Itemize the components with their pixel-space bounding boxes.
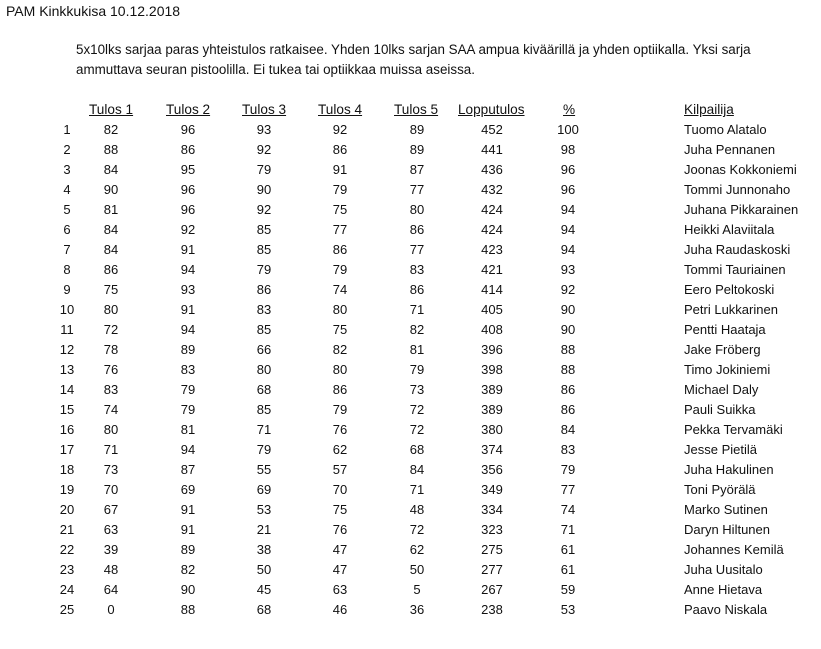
- table-row: [0, 501, 821, 521]
- percent-cell: 77: [560, 482, 576, 497]
- tulos-5-cell: 83: [409, 262, 425, 277]
- rank-cell: 16: [59, 422, 75, 437]
- tulos-1-cell: 39: [103, 542, 119, 557]
- kilpailija-cell: Paavo Niskala: [684, 602, 768, 617]
- tulos-5-cell: 71: [409, 482, 425, 497]
- tulos-5-cell: 86: [409, 222, 425, 237]
- lopputulos-cell: 389: [481, 402, 503, 417]
- rank-cell: 25: [59, 602, 75, 617]
- tulos-5-cell: 77: [409, 242, 425, 257]
- header-tulos-3: Tulos 3: [242, 102, 287, 117]
- percent-cell: 61: [560, 562, 576, 577]
- tulos-1-cell: 63: [103, 522, 119, 537]
- tulos-1-cell: 71: [103, 442, 119, 457]
- percent-cell: 86: [560, 382, 576, 397]
- kilpailija-cell: Juha Uusitalo: [684, 562, 763, 577]
- kilpailija-cell: Juha Raudaskoski: [684, 242, 791, 257]
- rank-cell: 6: [63, 222, 71, 237]
- percent-cell: 94: [560, 202, 576, 217]
- tulos-3-cell: 85: [256, 322, 272, 337]
- tulos-4-cell: 74: [332, 282, 348, 297]
- table-row: [0, 381, 821, 401]
- rank-cell: 9: [63, 282, 71, 297]
- lopputulos-cell: 389: [481, 382, 503, 397]
- tulos-3-cell: 55: [256, 462, 272, 477]
- table-row: [0, 461, 821, 481]
- rank-cell: 15: [59, 402, 75, 417]
- percent-cell: 92: [560, 282, 576, 297]
- tulos-2-cell: 89: [180, 342, 196, 357]
- tulos-3-cell: 79: [256, 442, 272, 457]
- table-row: [0, 241, 821, 261]
- tulos-5-cell: 86: [409, 282, 425, 297]
- percent-cell: 74: [560, 502, 576, 517]
- rank-cell: 2: [63, 142, 71, 157]
- table-row: [0, 141, 821, 161]
- tulos-3-cell: 85: [256, 222, 272, 237]
- kilpailija-cell: Marko Sutinen: [684, 502, 768, 517]
- tulos-4-cell: 75: [332, 202, 348, 217]
- tulos-2-cell: 91: [180, 302, 196, 317]
- tulos-2-cell: 91: [180, 522, 196, 537]
- tulos-5-cell: 84: [409, 462, 425, 477]
- tulos-3-cell: 45: [256, 582, 272, 597]
- tulos-1-cell: 84: [103, 222, 119, 237]
- lopputulos-cell: 380: [481, 422, 503, 437]
- tulos-1-cell: 70: [103, 482, 119, 497]
- rank-cell: 11: [60, 322, 74, 337]
- rank-cell: 10: [59, 302, 75, 317]
- tulos-4-cell: 80: [332, 302, 348, 317]
- tulos-1-cell: 76: [103, 362, 119, 377]
- tulos-4-cell: 79: [332, 182, 348, 197]
- lopputulos-cell: 408: [481, 322, 503, 337]
- tulos-5-cell: 77: [409, 182, 425, 197]
- tulos-1-cell: 86: [103, 262, 119, 277]
- tulos-1-cell: 80: [103, 422, 119, 437]
- tulos-5-cell: 82: [409, 322, 425, 337]
- tulos-2-cell: 82: [180, 562, 196, 577]
- tulos-2-cell: 95: [180, 162, 196, 177]
- tulos-2-cell: 89: [180, 542, 196, 557]
- rank-cell: 18: [59, 462, 75, 477]
- percent-cell: 93: [560, 262, 576, 277]
- kilpailija-cell: Heikki Alaviitala: [684, 222, 775, 237]
- lopputulos-cell: 238: [481, 602, 503, 617]
- tulos-4-cell: 79: [332, 262, 348, 277]
- rank-cell: 8: [63, 262, 71, 277]
- tulos-1-cell: 64: [103, 582, 119, 597]
- table-row: [0, 481, 821, 501]
- tulos-5-cell: 71: [409, 302, 425, 317]
- kilpailija-cell: Joonas Kokkoniemi: [684, 162, 797, 177]
- kilpailija-cell: Anne Hietava: [684, 582, 763, 597]
- tulos-1-cell: 84: [103, 242, 119, 257]
- kilpailija-cell: Tommi Tauriainen: [684, 262, 786, 277]
- tulos-2-cell: 88: [180, 602, 196, 617]
- tulos-4-cell: 57: [332, 462, 348, 477]
- tulos-3-cell: 79: [256, 262, 272, 277]
- tulos-5-cell: 68: [409, 442, 425, 457]
- tulos-3-cell: 69: [256, 482, 272, 497]
- rank-cell: 14: [59, 382, 75, 397]
- table-row: [0, 221, 821, 241]
- rank-cell: 23: [59, 562, 75, 577]
- kilpailija-cell: Pekka Tervamäki: [684, 422, 783, 437]
- tulos-2-cell: 69: [180, 482, 196, 497]
- kilpailija-cell: Michael Daly: [684, 382, 759, 397]
- table-row: [0, 341, 821, 361]
- lopputulos-cell: 356: [481, 462, 503, 477]
- kilpailija-cell: Toni Pyörälä: [684, 482, 756, 497]
- tulos-3-cell: 71: [256, 422, 272, 437]
- tulos-3-cell: 68: [256, 382, 272, 397]
- tulos-5-cell: 62: [409, 542, 425, 557]
- tulos-2-cell: 79: [180, 402, 196, 417]
- tulos-1-cell: 81: [103, 202, 119, 217]
- tulos-1-cell: 90: [103, 182, 119, 197]
- tulos-2-cell: 79: [180, 382, 196, 397]
- rank-cell: 4: [63, 182, 71, 197]
- tulos-3-cell: 83: [256, 302, 272, 317]
- tulos-4-cell: 77: [332, 222, 348, 237]
- tulos-1-cell: 83: [103, 382, 119, 397]
- rank-cell: 20: [59, 502, 75, 517]
- tulos-5-cell: 72: [409, 402, 425, 417]
- kilpailija-cell: Pauli Suikka: [684, 402, 756, 417]
- lopputulos-cell: 323: [481, 522, 503, 537]
- percent-cell: 71: [560, 522, 576, 537]
- tulos-1-cell: 75: [103, 282, 119, 297]
- lopputulos-cell: 423: [481, 242, 503, 257]
- lopputulos-cell: 452: [481, 122, 503, 137]
- rank-cell: 7: [63, 242, 71, 257]
- rank-cell: 21: [59, 522, 75, 537]
- percent-cell: 96: [560, 162, 576, 177]
- tulos-1-cell: 67: [103, 502, 119, 517]
- tulos-4-cell: 86: [332, 142, 348, 157]
- kilpailija-cell: Juha Pennanen: [684, 142, 776, 157]
- tulos-3-cell: 21: [256, 522, 272, 537]
- tulos-4-cell: 46: [332, 602, 348, 617]
- table-row: [0, 421, 821, 441]
- tulos-3-cell: 86: [256, 282, 272, 297]
- tulos-4-cell: 86: [332, 382, 348, 397]
- tulos-3-cell: 38: [256, 542, 272, 557]
- tulos-2-cell: 96: [180, 202, 196, 217]
- lopputulos-cell: 414: [481, 282, 503, 297]
- percent-cell: 86: [560, 402, 576, 417]
- tulos-4-cell: 80: [332, 362, 348, 377]
- table-row: [0, 321, 821, 341]
- table-row: [0, 181, 821, 201]
- tulos-2-cell: 92: [180, 222, 196, 237]
- tulos-5-cell: 89: [409, 122, 425, 137]
- lopputulos-cell: 424: [481, 222, 503, 237]
- tulos-3-cell: 85: [256, 242, 272, 257]
- tulos-1-cell: 84: [103, 162, 119, 177]
- header-tulos-4: Tulos 4: [318, 102, 363, 117]
- tulos-4-cell: 86: [332, 242, 348, 257]
- table-row: [0, 301, 821, 321]
- tulos-4-cell: 75: [332, 502, 348, 517]
- kilpailija-cell: Johannes Kemilä: [684, 542, 784, 557]
- percent-cell: 100: [557, 122, 579, 137]
- tulos-2-cell: 94: [180, 262, 196, 277]
- tulos-3-cell: 92: [256, 142, 272, 157]
- percent-cell: 53: [560, 602, 576, 617]
- percent-cell: 84: [560, 422, 576, 437]
- header-percent: %: [563, 102, 576, 117]
- tulos-3-cell: 93: [256, 122, 272, 137]
- percent-cell: 61: [560, 542, 576, 557]
- header-tulos-2: Tulos 2: [166, 102, 211, 117]
- tulos-4-cell: 75: [332, 322, 348, 337]
- table-row: [0, 521, 821, 541]
- lopputulos-cell: 374: [481, 442, 503, 457]
- kilpailija-cell: Timo Jokiniemi: [684, 362, 771, 377]
- rank-cell: 24: [59, 582, 75, 597]
- table-row: [0, 561, 821, 581]
- kilpailija-cell: Tommi Junnonaho: [684, 182, 791, 197]
- kilpailija-cell: Petri Lukkarinen: [684, 302, 778, 317]
- kilpailija-cell: Jake Fröberg: [684, 342, 761, 357]
- tulos-4-cell: 82: [332, 342, 348, 357]
- rank-cell: 19: [59, 482, 75, 497]
- tulos-5-cell: 36: [409, 602, 425, 617]
- tulos-3-cell: 90: [256, 182, 272, 197]
- tulos-4-cell: 47: [332, 562, 348, 577]
- lopputulos-cell: 424: [481, 202, 503, 217]
- percent-cell: 90: [560, 302, 576, 317]
- table-row: [0, 281, 821, 301]
- kilpailija-cell: Daryn Hiltunen: [684, 522, 770, 537]
- tulos-5-cell: 81: [409, 342, 425, 357]
- tulos-3-cell: 92: [256, 202, 272, 217]
- rank-cell: 17: [59, 442, 75, 457]
- tulos-3-cell: 66: [256, 342, 272, 357]
- tulos-5-cell: 72: [409, 522, 425, 537]
- percent-cell: 90: [560, 322, 576, 337]
- lopputulos-cell: 349: [481, 482, 503, 497]
- kilpailija-cell: Jesse Pietilä: [684, 442, 757, 457]
- lopputulos-cell: 396: [481, 342, 503, 357]
- tulos-2-cell: 96: [180, 182, 196, 197]
- tulos-4-cell: 79: [332, 402, 348, 417]
- percent-cell: 88: [560, 362, 576, 377]
- kilpailija-cell: Juha Hakulinen: [684, 462, 774, 477]
- table-row: [0, 401, 821, 421]
- rank-cell: 5: [63, 202, 71, 217]
- tulos-1-cell: 73: [103, 462, 119, 477]
- percent-cell: 79: [560, 462, 576, 477]
- lopputulos-cell: 432: [481, 182, 503, 197]
- lopputulos-cell: 267: [481, 582, 503, 597]
- tulos-1-cell: 72: [103, 322, 119, 337]
- percent-cell: 98: [560, 142, 576, 157]
- lopputulos-cell: 398: [481, 362, 503, 377]
- tulos-3-cell: 68: [256, 602, 272, 617]
- tulos-4-cell: 76: [332, 522, 348, 537]
- lopputulos-cell: 421: [481, 262, 503, 277]
- table-row: [0, 601, 821, 621]
- tulos-4-cell: 76: [332, 422, 348, 437]
- kilpailija-cell: Eero Peltokoski: [684, 282, 775, 297]
- kilpailija-cell: Pentti Haataja: [684, 322, 766, 337]
- tulos-4-cell: 92: [332, 122, 348, 137]
- percent-cell: 96: [560, 182, 576, 197]
- tulos-3-cell: 79: [256, 162, 272, 177]
- tulos-4-cell: 62: [332, 442, 348, 457]
- kilpailija-cell: Juhana Pikkarainen: [684, 202, 799, 217]
- tulos-2-cell: 90: [180, 582, 196, 597]
- results-table: [0, 121, 821, 621]
- tulos-1-cell: 80: [103, 302, 119, 317]
- tulos-3-cell: 80: [256, 362, 272, 377]
- rank-cell: 13: [59, 362, 75, 377]
- tulos-4-cell: 47: [332, 542, 348, 557]
- table-row: [0, 581, 821, 601]
- lopputulos-cell: 275: [481, 542, 503, 557]
- header-tulos-1: Tulos 1: [89, 102, 134, 117]
- table-row: [0, 361, 821, 381]
- tulos-2-cell: 94: [180, 322, 196, 337]
- lopputulos-cell: 441: [481, 142, 503, 157]
- tulos-3-cell: 53: [256, 502, 272, 517]
- tulos-3-cell: 85: [256, 402, 272, 417]
- header-tulos-5: Tulos 5: [394, 102, 439, 117]
- header-kilpailija: Kilpailija: [684, 102, 734, 117]
- tulos-5-cell: 89: [409, 142, 425, 157]
- tulos-2-cell: 86: [180, 142, 196, 157]
- tulos-5-cell: 79: [409, 362, 425, 377]
- table-row: [0, 441, 821, 461]
- header-lopputulos: Lopputulos: [458, 102, 525, 117]
- tulos-4-cell: 91: [332, 162, 348, 177]
- tulos-5-cell: 50: [409, 562, 425, 577]
- tulos-1-cell: 0: [107, 602, 115, 617]
- lopputulos-cell: 405: [481, 302, 503, 317]
- rank-cell: 12: [59, 342, 75, 357]
- tulos-5-cell: 48: [409, 502, 425, 517]
- tulos-5-cell: 72: [409, 422, 425, 437]
- lopputulos-cell: 277: [481, 562, 503, 577]
- table-row: [0, 261, 821, 281]
- tulos-3-cell: 50: [256, 562, 272, 577]
- tulos-2-cell: 91: [180, 242, 196, 257]
- tulos-4-cell: 70: [332, 482, 348, 497]
- lopputulos-cell: 436: [481, 162, 503, 177]
- tulos-1-cell: 74: [103, 402, 119, 417]
- tulos-2-cell: 83: [180, 362, 196, 377]
- table-row: [0, 201, 821, 221]
- rank-cell: 22: [59, 542, 75, 557]
- sheet-title: PAM Kinkkukisa 10.12.2018: [6, 3, 181, 19]
- tulos-2-cell: 87: [180, 462, 196, 477]
- tulos-1-cell: 78: [103, 342, 119, 357]
- tulos-1-cell: 82: [103, 122, 119, 137]
- rank-cell: 1: [63, 122, 71, 137]
- tulos-2-cell: 81: [180, 422, 196, 437]
- percent-cell: 94: [560, 222, 576, 237]
- kilpailija-cell: Tuomo Alatalo: [684, 122, 767, 137]
- percent-cell: 83: [560, 442, 576, 457]
- tulos-2-cell: 94: [180, 442, 196, 457]
- percent-cell: 88: [560, 342, 576, 357]
- tulos-1-cell: 88: [103, 142, 119, 157]
- tulos-2-cell: 96: [180, 122, 196, 137]
- tulos-5-cell: 5: [413, 582, 421, 597]
- tulos-5-cell: 87: [409, 162, 425, 177]
- tulos-5-cell: 73: [409, 382, 425, 397]
- table-row: [0, 541, 821, 561]
- percent-cell: 59: [560, 582, 576, 597]
- table-row: [0, 121, 821, 141]
- tulos-1-cell: 48: [103, 562, 119, 577]
- tulos-2-cell: 91: [180, 502, 196, 517]
- lopputulos-cell: 334: [481, 502, 503, 517]
- rank-cell: 3: [63, 162, 71, 177]
- rules-description: 5x10lks sarjaa paras yhteistulos ratkaisee. Yhden 10lks sarjan SAA ampua kiväärillä ja yhden optiikalla. Yksi sarja ammuttava seuran pistoolilla. Ei tukea tai optiikkaa muissa aseissa.: [76, 42, 751, 77]
- tulos-4-cell: 63: [332, 582, 348, 597]
- percent-cell: 94: [560, 242, 576, 257]
- table-row: [0, 161, 821, 181]
- tulos-2-cell: 93: [180, 282, 196, 297]
- tulos-5-cell: 80: [409, 202, 425, 217]
